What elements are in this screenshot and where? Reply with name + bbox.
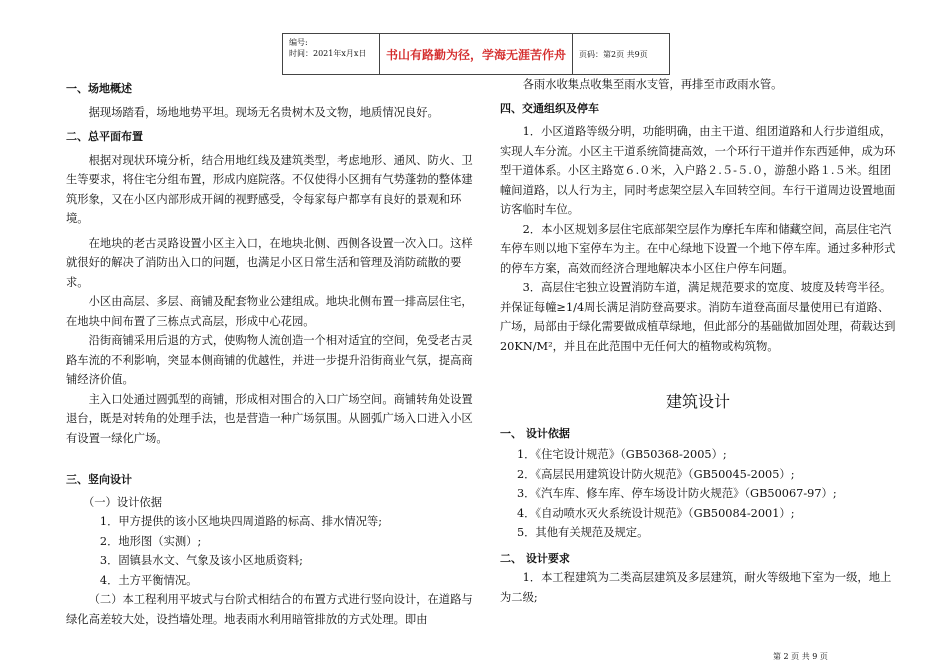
paragraph: 在地块的老古灵路设置小区主入口，在地块北侧、西侧各设置一次入口。这样就很好的解决了消防出入口的问题，也满足小区日常生活和管理及消防疏散的要求。: [66, 236, 473, 289]
paragraph: 据现场踏看，场地地势平坦。现场无名贵树木及文物，地质情况良好。: [88, 105, 439, 119]
section-heading-traffic: 四、交通组织及停车: [500, 101, 599, 115]
header-page-label: 页码：第2页 共9页: [579, 49, 648, 59]
paragraph: 1．本工程建筑为二类高层建筑及多层建筑，耐火等级地下室为一级，地上为二级;: [500, 571, 892, 604]
paragraph: 3．高层住宅独立设置消防车道，满足规范要求的宽度、坡度及转弯半径。并保证每幢≥1/4周长满足消防登高要求。消防车道登高面尽量使用已有道路、广场，局部由于绿化需要做成植草绿地，但此部分的基础做加固处理，荷载达到20KN/M²，并且在此范围中无任何大的植物或构筑物。: [500, 281, 896, 353]
header-meta: [283, 34, 380, 74]
list-item: 2．《高层民用建筑设计防火规范》（GB50045-2005）;: [516, 467, 795, 481]
header-motto: 书山有路勤为径，学海无涯苦作舟: [380, 34, 573, 74]
list-item: 5．其他有关规范及规定。: [516, 526, 649, 539]
left-column: [66, 75, 480, 629]
subheading: （一）设计依据: [82, 495, 163, 509]
page-title: 建筑设计: [665, 392, 730, 411]
list-item: 4．土方平衡情况。: [99, 573, 198, 587]
paragraph: 主入口处通过圆弧型的商铺，形成相对围合的入口广场空间。商铺转角处设置退台，既是对转角的处理手法，也是营造一种广场氛围。从圆弧广场入口进入小区有设置一绿化广场。: [66, 392, 473, 445]
paragraph: 小区由高层、多层、商铺及配套物业公建组成。地块北侧布置一排高层住宅，在地块中间布置了三栋点式高层，形成中心花园。: [66, 295, 473, 328]
list-item: 2．地形图（实测）;: [99, 534, 202, 548]
list-item: 4．《自动喷水灭火系统设计规范》（GB50084-2001）;: [516, 506, 795, 520]
section-heading-site: 一、场地概述: [66, 82, 132, 95]
section-heading-basis: 一、 设计依据: [500, 426, 570, 440]
list-item: 1．甲方提供的该小区地块四周道路的标高、排水情况等;: [99, 515, 383, 528]
section-heading-layout: 二、总平面布置: [66, 130, 143, 143]
section-heading-requirements: 二、 设计要求: [500, 551, 570, 565]
paragraph: 沿街商铺采用后退的方式，使购物人流创造一个相对适宜的空间，免受老古灵路车流的不利影响，突显本侧商铺的优越性，并进一步提升沿街商业气氛，提高商铺经济价值。: [66, 334, 473, 386]
page-footer: 第 2 页 共 9 页: [773, 652, 828, 661]
paragraph: 各雨水收集点收集至雨水支管，再排至市政雨水管。: [522, 78, 783, 91]
list-item: 3．《汽车库、修车库、停车场设计防火规范》（GB50067-97）;: [516, 487, 837, 500]
paragraph: （二）本工程利用平坡式与台阶式相结合的布置方式进行竖向设计，在道路与绿化高差较大处，设挡墙处理。地表雨水利用暗管排放的方式处理。即由: [66, 593, 473, 626]
paragraph: 2．本小区规划多层住宅底部架空层作为摩托车库和储藏空间，高层住宅汽车停车则以地下室停车为主。在中心绿地下设置一个地下停车库。通过多种形式的停车方案，高效而经济合理地解决本小区住户停车问题。: [500, 222, 896, 275]
paragraph: 1．小区道路等级分明，功能明确，由主干道、组团道路和人行步道组成，实现人车分流。小区主干道系统简捷高效，一个环行干道并作东西延伸，成为环型干道体系。小区主路宽６.０米，入户路２.５-５.０，游憩小路１.５米。组团幢间道路，以人行为主，同时考虑架空层入车回转空间。车行干道周边设置地面访客临时车位。: [500, 125, 896, 216]
number-label: 编号:: [289, 38, 308, 47]
document-header: [282, 33, 670, 75]
list-item: 3．固镇县水文、气象及该小区地质资料;: [99, 554, 303, 567]
paragraph: 根据对现状环境分析，结合用地红线及建筑类型，考虑地形、通风、防火、卫生等要求，将住宅分组布置，形成内庭院落。不仅使得小区拥有气势蓬勃的整体建筑形象，又在小区内部形成开阔的视野感受，令每家每户都享有良好的景观和环境。: [66, 153, 473, 225]
list-item: 1．《住宅设计规范》（GB50368-2005）;: [516, 448, 727, 461]
section-heading-vertical: 三、竖向设计: [66, 473, 132, 486]
time-label: 时间：2021年x月x日: [289, 49, 367, 58]
right-column: [500, 75, 896, 607]
